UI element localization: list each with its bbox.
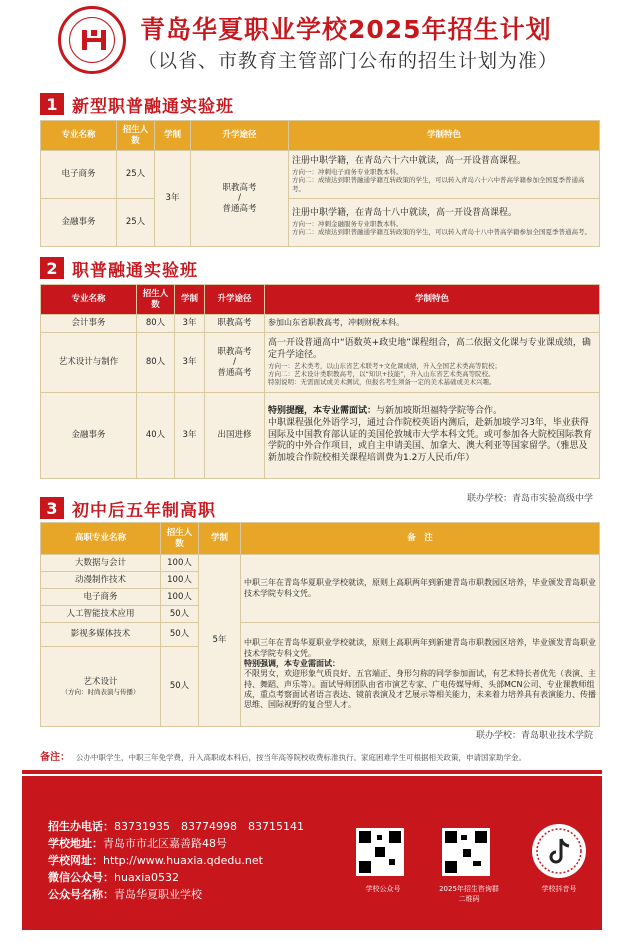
section2-table — [40, 284, 600, 479]
table-header-row — [41, 121, 600, 151]
col-duration: 学制 — [199, 523, 241, 555]
enroll-count: 25人 — [117, 199, 155, 247]
col-feature: 学制特色 — [289, 121, 600, 151]
duration: 3年 — [175, 315, 205, 333]
table-row — [41, 333, 600, 393]
path: 职教高考 — [205, 315, 265, 333]
major-name: 大数据与会计 — [41, 555, 161, 572]
note-cell: 中职三年在青岛华夏职业学校就读，原则上高职两年到新建青岛市职教园区培养，毕业颁发青岛职业技术学院专科文凭。 — [241, 555, 600, 623]
duration: 3年 — [175, 333, 205, 393]
feature-cell — [289, 151, 600, 199]
wechat-label: 微信公众号： — [48, 871, 114, 884]
section3-heading — [40, 496, 216, 520]
footer-divider — [22, 774, 602, 776]
major-name-cell — [41, 647, 161, 727]
major-sub: （方向：时尚表演与传播） — [61, 687, 140, 696]
path-a: 职教高考 — [217, 346, 252, 357]
enroll-count: 50人 — [161, 623, 199, 647]
table-header-row — [41, 523, 600, 555]
phone-numbers: 83731935 83774998 83715141 — [114, 820, 304, 833]
col-count: 招生人数 — [117, 121, 155, 151]
major-name: 金融事务 — [41, 393, 137, 479]
major-name: 人工智能技术应用 — [41, 606, 161, 623]
feature-option-b: 方向二：艺术设计类职教高考，以“知识+技能”，升入山东省艺术类高等院校。 — [268, 369, 495, 378]
enroll-count: 40人 — [137, 393, 175, 479]
qr2-caption-b: 二维码 — [458, 895, 480, 903]
note-body: 不限男女，欢迎形象气质良好、五官端正、身形匀称的同学参加面试，有艺术特长者优先（表演、主持、舞蹈、声乐等）。面试导师团队由省市演艺专家、广电传媒导师、头部MCN公司、专业课教师组成，重点考察面试者语言表达、镜前表演及才艺展示等相关能力，未来着力培养具有表演能力、传播思维、国际视野的复合型人才。 — [244, 669, 596, 710]
path-cell — [191, 151, 289, 247]
table-row — [41, 555, 600, 572]
feature-main: 高一开设普通高中“语数英+政史地”课程组合，高二依据文化课与专业课成绩，确定升学途径。 — [268, 338, 591, 360]
qr2-caption-a: 2025年招生咨询群 — [439, 885, 499, 893]
major-name: 影视多媒体技术 — [41, 623, 161, 647]
section3-title: 初中后五年制高职 — [72, 500, 216, 521]
section1-title: 新型职普融通实验班 — [72, 96, 234, 117]
major-name: 会计事务 — [41, 315, 137, 333]
enroll-count: 50人 — [161, 647, 199, 727]
col-path: 升学途径 — [191, 121, 289, 151]
feature-cell: 参加山东省职教高考，冲刺财税本科。 — [265, 315, 600, 333]
section3-table — [40, 522, 600, 727]
major-name: 金融事务 — [41, 199, 117, 247]
remarks-label: 备注： — [40, 752, 70, 763]
feature-lead-2: 与新加坡斯坦福特学院等合作。 — [376, 406, 503, 417]
enroll-count: 100人 — [161, 572, 199, 589]
enroll-count: 100人 — [161, 589, 199, 606]
account-name: 青岛华夏职业学校 — [114, 888, 202, 901]
school-account-qr-icon — [356, 828, 404, 876]
path-a: 职教高考 — [222, 182, 257, 193]
feature-option-a: 方向一：冲刺电子商务专业职教本科。 — [292, 167, 403, 176]
page-subtitle: （以省、市教育主管部门公布的招生计划为准） — [138, 50, 559, 72]
enroll-count: 50人 — [161, 606, 199, 623]
address-label: 学校地址： — [48, 837, 103, 850]
major-name: 电子商务 — [41, 151, 117, 199]
section2-title: 职普融通实验班 — [72, 260, 198, 281]
col-feature: 学制特色 — [265, 285, 600, 315]
feature-cell — [265, 393, 600, 479]
table-row — [41, 393, 600, 479]
page-title: 青岛华夏职业学校2025年招生计划 — [140, 15, 552, 44]
section1-table — [40, 120, 600, 247]
section2-partner: 联办学校：青岛市实验高级中学 — [466, 494, 593, 504]
feature-cell — [289, 199, 600, 247]
feature-main: 注册中职学籍，在青岛六十六中就读，高一开设普高课程。 — [292, 156, 527, 166]
contact-info — [48, 818, 304, 903]
path-sep: / — [233, 357, 236, 368]
path-b: 普通高考 — [217, 367, 252, 378]
qr3-caption: 学校抖音号 — [541, 885, 577, 893]
path: 出国进修 — [205, 393, 265, 479]
address: 青岛市市北区嘉善路48号 — [103, 837, 227, 850]
duration: 3年 — [175, 393, 205, 479]
note-intro: 中职三年在青岛华夏职业学校就读，原则上高职两年到新建青岛市职教园区培养，毕业颁发青岛职业技术学院专科文凭。 — [244, 638, 596, 658]
phone-label: 招生办电话： — [48, 820, 114, 833]
website-link[interactable]: http://www.huaxia.qdedu.net — [103, 854, 263, 867]
wechat-id: huaxia0532 — [114, 871, 179, 884]
major-name: 动漫制作技术 — [41, 572, 161, 589]
path-sep: / — [238, 193, 241, 204]
col-note: 备 注 — [241, 523, 600, 555]
remarks-text: 公办中职学生，中职三年免学费，升入高职或本科后，按当年高等院校收费标准执行。家庭困难学生可根据相关政策，申请国家助学金。 — [76, 753, 526, 762]
feature-main: 注册中职学籍，在青岛十八中就读，高一开设普高课程。 — [292, 208, 518, 219]
footer-panel — [22, 770, 602, 930]
feature-option-a: 方向一：冲刺金融服务专业职教本科。 — [292, 219, 403, 228]
col-count: 招生人数 — [161, 523, 199, 555]
feature-note: 特别说明：无需面试或美术测试，但报名考生须备一定的美术基础或美术兴趣。 — [268, 378, 496, 387]
col-major: 专业名称 — [41, 121, 117, 151]
enroll-count: 25人 — [117, 151, 155, 199]
col-path: 升学途径 — [205, 285, 265, 315]
feature-option-b: 方向二：成绩达到职普融通学籍互转政策的学生，可以转入青岛十八中普高学籍参加全国夏季普通高考。 — [292, 228, 591, 237]
qr1-caption: 学校公众号 — [365, 885, 401, 893]
feature-option-b: 方向二：成绩达到职普融通学籍互转政策的学生，可以转入青岛六十六中普高学籍参加全国夏季普通高考。 — [292, 176, 585, 193]
douyin-qr-icon — [532, 824, 586, 878]
enroll-count: 80人 — [137, 333, 175, 393]
section3-partner: 联办学校：青岛职业技术学院 — [475, 731, 593, 741]
table-row — [41, 151, 600, 199]
remarks — [40, 748, 600, 763]
section3-number: 3 — [40, 497, 64, 519]
table-row — [41, 623, 600, 647]
table-row — [41, 199, 600, 247]
table-row — [41, 315, 600, 333]
feature-body: 中职课程强化外语学习，通过合作院校英语内测后，赴新加坡学习3年，毕业获得国际及中国教育部认证的美国伦敦城市大学本科文凭。或可参加各大院校国际教育学院的中外合作项目，或自主申请美国、加拿大、澳大利亚等国家留学。（雅思及新加坡合作院校相关课程培训费为1.2万人民币/年） — [268, 417, 593, 464]
section2-number: 2 — [40, 257, 64, 279]
col-duration: 学制 — [155, 121, 191, 151]
logo-glyph-icon — [80, 27, 108, 53]
account-name-label: 公众号名称： — [48, 888, 114, 901]
feature-lead: 特别提醒，本专业需面试： — [268, 406, 377, 417]
major-name: 艺术设计与制作 — [41, 333, 137, 393]
col-major: 专业名称 — [41, 285, 137, 315]
duration: 3年 — [155, 151, 191, 247]
feature-cell — [265, 333, 600, 393]
section1-number: 1 — [40, 93, 64, 115]
enroll-group-qr-icon — [442, 828, 490, 876]
major-name: 艺术设计 — [83, 677, 118, 688]
section1-heading — [40, 92, 234, 116]
col-duration: 学制 — [175, 285, 205, 315]
col-count: 招生人数 — [137, 285, 175, 315]
school-logo — [58, 6, 126, 74]
enroll-count: 80人 — [137, 315, 175, 333]
duration: 5年 — [199, 555, 241, 727]
note-lead: 特别强调，本专业需面试： — [244, 658, 340, 668]
major-name: 电子商务 — [41, 589, 161, 606]
col-major: 高职专业名称 — [41, 523, 161, 555]
enroll-count: 100人 — [161, 555, 199, 572]
table-header-row — [41, 285, 600, 315]
section2-heading — [40, 256, 198, 280]
path-cell — [205, 333, 265, 393]
note-cell — [241, 623, 600, 727]
feature-option-a: 方向一：艺术类考，以山东省艺术联考+文化课成绩，升入全国艺术类高等院校； — [268, 361, 501, 370]
website-label: 学校网址： — [48, 854, 103, 867]
path-b: 普通高考 — [222, 203, 257, 214]
